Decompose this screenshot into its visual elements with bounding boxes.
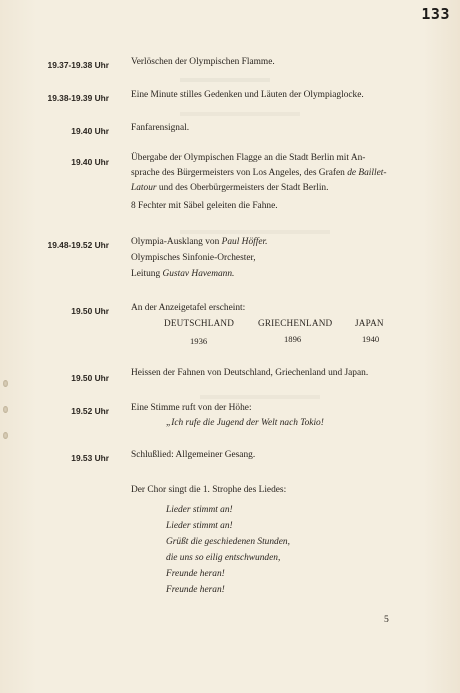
entry-text-line [131,267,234,282]
song-line [166,567,225,582]
time-label: 19.50 Uhr [71,373,109,383]
time-label: 19.48-19.52 Uhr [47,240,109,250]
song-line [166,551,280,566]
punch-hole [3,432,8,439]
song-line-text: Freunde heran! [166,585,225,595]
song-line [166,535,290,550]
entry-text: Fanfarensignal. [131,123,190,133]
composer-name: Paul Höffer. [221,237,268,247]
entry-text-fragment: und des Oberbürgermeisters der Stadt Berlin. [158,183,329,193]
scoreboard-country: DEUTSCHLAND [164,318,235,328]
song-line [166,583,225,598]
entry-text: Heissen der Fahnen von Deutschland, Griechenland und Japan. [131,368,369,378]
folio-number: 5 [384,614,389,625]
song-line-text: Grüßt die geschiedenen Stunden, [166,537,290,547]
punch-hole [3,406,8,413]
entry-text-line [131,166,387,181]
choir-intro: Der Chor singt die 1. Strophe des Liedes: [131,485,287,495]
entry-text: Eine Minute stilles Gedenken und Läuten der Olympiaglocke. [131,90,364,100]
show-through-mark [200,395,320,399]
entry-text-fragment: Leitung [131,269,161,279]
time-label: 19.40 Uhr [71,126,109,136]
show-through-mark [180,230,330,234]
voice-quote [166,416,324,431]
entry-text-fragment: sprache des Bürgermeisters von Los Angeles, des Grafen [131,168,345,178]
conductor-name: Gustav Havemann. [162,269,235,279]
time-label: 19.52 Uhr [71,406,109,416]
time-label: 19.40 Uhr [71,157,109,167]
time-label: 19.37-19.38 Uhr [47,60,109,70]
time-label: 19.50 Uhr [71,306,109,316]
time-label: 19.53 Uhr [71,453,109,463]
show-through-mark [180,112,300,116]
scoreboard-country: GRIECHENLAND [258,318,333,328]
entry-text-fragment: Olympia-Ausklang von [131,237,220,247]
punch-hole [3,380,8,387]
entry-text-line: Übergabe der Olympischen Flagge an die Stadt Berlin mit An- [131,153,366,163]
song-line [166,519,233,534]
song-line-text: Freunde heran! [166,569,225,579]
song-line-text: Lieder stimmt an! [166,505,233,515]
scoreboard-country: JAPAN [355,318,384,328]
page-stamp-number: 133 [421,5,450,23]
quote-italic: „Ich rufe die Jugend der Welt nach Tokio! [166,418,324,428]
entry-text-line [131,181,328,196]
scoreboard-year: 1936 [190,336,208,346]
entry-text: Verlöschen der Olympischen Flamme. [131,57,275,67]
entry-text: Eine Stimme ruft von der Höhe: [131,403,252,413]
punch-holes [3,380,11,440]
song-line [166,503,233,518]
entry-text-line: Olympisches Sinfonie-Orchester, [131,253,256,263]
name-italic: Latour [131,183,157,193]
entry-text: Schlußlied: Allgemeiner Gesang. [131,450,256,460]
song-line-text: Lieder stimmt an! [166,521,233,531]
entry-text: An der Anzeigetafel erscheint: [131,303,246,313]
time-label: 19.38-19.39 Uhr [47,93,109,103]
name-italic: de Baillet- [347,168,387,178]
entry-text-line: 8 Fechter mit Säbel geleiten die Fahne. [131,201,278,211]
entry-text-line [131,235,267,250]
scoreboard-year: 1896 [284,334,302,344]
song-line-text: die uns so eilig entschwunden, [166,553,281,563]
scoreboard-year: 1940 [362,334,380,344]
show-through-mark [180,78,270,82]
